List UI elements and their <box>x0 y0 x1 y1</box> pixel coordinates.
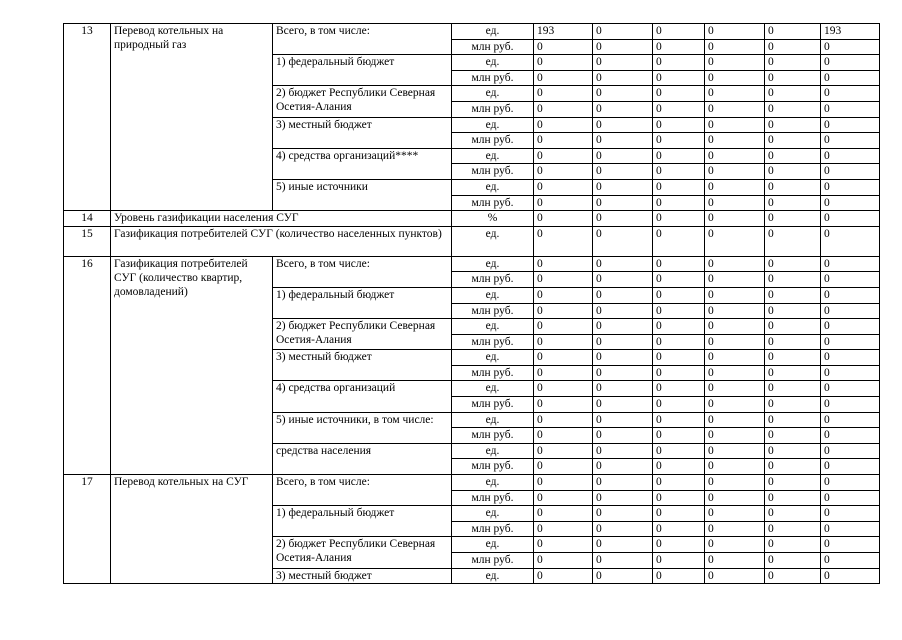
funding-source: 3) местный бюджет <box>273 568 452 584</box>
value-cell: 0 <box>534 537 593 553</box>
unit: млн руб. <box>452 70 534 86</box>
value-cell: 0 <box>821 521 880 537</box>
value-cell: 0 <box>593 24 653 40</box>
value-cell: 0 <box>765 256 821 272</box>
value-cell: 0 <box>593 381 653 397</box>
value-cell: 0 <box>821 179 880 195</box>
value-cell: 0 <box>765 521 821 537</box>
indicator-name: Перевод котельных на природный газ <box>111 24 273 211</box>
value-cell: 0 <box>821 86 880 102</box>
value-cell: 0 <box>653 70 705 86</box>
value-cell: 0 <box>593 272 653 288</box>
value-cell: 0 <box>765 459 821 475</box>
funding-source: 4) средства организаций**** <box>273 148 452 179</box>
value-cell: 0 <box>765 568 821 584</box>
value-cell: 0 <box>593 459 653 475</box>
value-cell: 0 <box>534 490 593 506</box>
value-cell: 0 <box>765 397 821 413</box>
value-cell: 0 <box>821 39 880 55</box>
unit: ед. <box>452 475 534 491</box>
funding-source: 1) федеральный бюджет <box>273 287 452 318</box>
value-cell: 0 <box>593 475 653 491</box>
funding-source: средства населения <box>273 443 452 474</box>
value-cell: 0 <box>765 537 821 553</box>
funding-source: Всего, в том числе: <box>273 24 452 55</box>
value-cell: 0 <box>821 428 880 444</box>
unit: млн руб. <box>452 101 534 117</box>
value-cell: 0 <box>653 303 705 319</box>
value-cell: 0 <box>593 350 653 366</box>
value-cell: 0 <box>821 443 880 459</box>
value-cell: 0 <box>705 101 765 117</box>
value-cell: 0 <box>705 412 765 428</box>
value-cell: 0 <box>653 475 705 491</box>
value-cell: 0 <box>821 70 880 86</box>
unit: ед. <box>452 568 534 584</box>
value-cell: 0 <box>653 506 705 522</box>
value-cell: 0 <box>534 475 593 491</box>
value-cell: 0 <box>765 381 821 397</box>
unit: млн руб. <box>452 39 534 55</box>
value-cell: 0 <box>653 443 705 459</box>
value-cell: 0 <box>765 303 821 319</box>
value-cell: 0 <box>653 365 705 381</box>
value-cell: 0 <box>765 164 821 180</box>
value-cell: 0 <box>821 506 880 522</box>
value-cell: 0 <box>593 537 653 553</box>
value-cell: 0 <box>705 381 765 397</box>
value-cell: 0 <box>653 195 705 211</box>
value-cell: 0 <box>534 272 593 288</box>
value-cell: 0 <box>534 568 593 584</box>
value-cell: 0 <box>653 256 705 272</box>
value-cell: 0 <box>534 256 593 272</box>
value-cell: 0 <box>534 148 593 164</box>
value-cell: 0 <box>705 148 765 164</box>
value-cell: 0 <box>705 365 765 381</box>
value-cell: 0 <box>653 24 705 40</box>
value-cell: 0 <box>765 443 821 459</box>
value-cell: 0 <box>705 287 765 303</box>
unit: % <box>452 211 534 227</box>
funding-source: 2) бюджет Республики Северная Осетия-Алания <box>273 86 452 117</box>
value-cell: 0 <box>653 226 705 256</box>
value-cell: 0 <box>534 443 593 459</box>
value-cell: 0 <box>593 521 653 537</box>
value-cell: 0 <box>705 475 765 491</box>
value-cell: 0 <box>765 70 821 86</box>
value-cell: 0 <box>593 412 653 428</box>
value-cell: 0 <box>705 39 765 55</box>
unit: млн руб. <box>452 459 534 475</box>
value-cell: 0 <box>765 475 821 491</box>
indicator-name: Газификация потребителей СУГ (количество населенных пунктов) <box>111 226 452 256</box>
unit: ед. <box>452 443 534 459</box>
value-cell: 0 <box>653 412 705 428</box>
value-cell: 0 <box>534 101 593 117</box>
value-cell: 0 <box>821 148 880 164</box>
unit: ед. <box>452 55 534 71</box>
value-cell: 0 <box>593 506 653 522</box>
value-cell: 0 <box>821 350 880 366</box>
value-cell: 0 <box>653 211 705 227</box>
value-cell: 0 <box>705 133 765 149</box>
table-body <box>64 24 880 584</box>
value-cell: 0 <box>705 568 765 584</box>
value-cell: 0 <box>821 568 880 584</box>
value-cell: 0 <box>765 506 821 522</box>
value-cell: 0 <box>653 490 705 506</box>
value-cell: 0 <box>821 117 880 133</box>
unit: млн руб. <box>452 365 534 381</box>
unit: ед. <box>452 256 534 272</box>
value-cell: 0 <box>593 256 653 272</box>
indicator-name: Перевод котельных на СУГ <box>111 475 273 584</box>
value-cell: 0 <box>593 55 653 71</box>
value-cell: 0 <box>765 195 821 211</box>
value-cell: 0 <box>705 179 765 195</box>
value-cell: 0 <box>534 334 593 350</box>
value-cell: 0 <box>765 412 821 428</box>
value-cell: 0 <box>534 133 593 149</box>
value-cell: 0 <box>593 39 653 55</box>
value-cell: 0 <box>593 211 653 227</box>
value-cell: 0 <box>705 256 765 272</box>
value-cell: 0 <box>705 226 765 256</box>
value-cell: 0 <box>593 148 653 164</box>
unit: млн руб. <box>452 521 534 537</box>
value-cell: 0 <box>653 86 705 102</box>
value-cell: 0 <box>653 101 705 117</box>
value-cell: 0 <box>821 381 880 397</box>
value-cell: 0 <box>534 521 593 537</box>
value-cell: 0 <box>821 133 880 149</box>
value-cell: 0 <box>593 164 653 180</box>
table-row <box>64 226 880 256</box>
value-cell: 0 <box>534 459 593 475</box>
value-cell: 0 <box>593 195 653 211</box>
value-cell: 0 <box>765 117 821 133</box>
value-cell: 0 <box>821 537 880 553</box>
value-cell: 0 <box>705 211 765 227</box>
unit: ед. <box>452 226 534 256</box>
value-cell: 0 <box>705 521 765 537</box>
value-cell: 0 <box>593 86 653 102</box>
table-row <box>64 24 880 40</box>
value-cell: 0 <box>534 287 593 303</box>
value-cell: 0 <box>653 179 705 195</box>
funding-source: 2) бюджет Республики Северная Осетия-Алания <box>273 319 452 350</box>
value-cell: 0 <box>705 506 765 522</box>
unit: ед. <box>452 319 534 335</box>
value-cell: 0 <box>765 334 821 350</box>
value-cell: 0 <box>534 397 593 413</box>
value-cell: 0 <box>534 381 593 397</box>
indicator-name: Газификация потребителей СУГ (количество квартир, домовладений) <box>111 256 273 474</box>
value-cell: 0 <box>765 287 821 303</box>
value-cell: 0 <box>593 490 653 506</box>
funding-source: 1) федеральный бюджет <box>273 55 452 86</box>
value-cell: 0 <box>705 334 765 350</box>
value-cell: 0 <box>653 428 705 444</box>
value-cell: 0 <box>534 412 593 428</box>
value-cell: 0 <box>593 397 653 413</box>
value-cell: 0 <box>653 39 705 55</box>
value-cell: 0 <box>705 86 765 102</box>
value-cell: 0 <box>593 443 653 459</box>
value-cell: 0 <box>534 117 593 133</box>
value-cell: 0 <box>653 521 705 537</box>
value-cell: 0 <box>534 55 593 71</box>
value-cell: 0 <box>765 55 821 71</box>
value-cell: 0 <box>821 303 880 319</box>
value-cell: 0 <box>534 428 593 444</box>
unit: млн руб. <box>452 164 534 180</box>
funding-source: Всего, в том числе: <box>273 475 452 506</box>
unit: млн руб. <box>452 272 534 288</box>
value-cell: 0 <box>765 365 821 381</box>
funding-source: 4) средства организаций <box>273 381 452 412</box>
value-cell: 0 <box>653 553 705 569</box>
value-cell: 0 <box>534 319 593 335</box>
value-cell: 0 <box>765 211 821 227</box>
value-cell: 0 <box>653 459 705 475</box>
value-cell: 0 <box>821 211 880 227</box>
unit: ед. <box>452 179 534 195</box>
row-number: 14 <box>64 211 111 227</box>
value-cell: 0 <box>821 101 880 117</box>
value-cell: 0 <box>705 537 765 553</box>
unit: млн руб. <box>452 490 534 506</box>
unit: млн руб. <box>452 133 534 149</box>
value-cell: 0 <box>821 459 880 475</box>
unit: млн руб. <box>452 428 534 444</box>
value-cell: 0 <box>765 148 821 164</box>
value-cell: 193 <box>821 24 880 40</box>
value-cell: 0 <box>534 350 593 366</box>
value-cell: 0 <box>705 459 765 475</box>
indicators-table <box>63 23 880 584</box>
value-cell: 0 <box>653 272 705 288</box>
value-cell: 0 <box>821 365 880 381</box>
unit: млн руб. <box>452 195 534 211</box>
value-cell: 0 <box>653 133 705 149</box>
value-cell: 0 <box>705 303 765 319</box>
value-cell: 0 <box>534 164 593 180</box>
funding-source: 1) федеральный бюджет <box>273 506 452 537</box>
value-cell: 0 <box>705 350 765 366</box>
funding-source: 2) бюджет Республики Северная Осетия-Алания <box>273 537 452 568</box>
value-cell: 0 <box>593 553 653 569</box>
value-cell: 0 <box>534 195 593 211</box>
value-cell: 0 <box>705 397 765 413</box>
value-cell: 0 <box>705 428 765 444</box>
value-cell: 0 <box>821 412 880 428</box>
table-row <box>64 475 880 491</box>
value-cell: 0 <box>765 428 821 444</box>
row-number: 13 <box>64 24 111 211</box>
value-cell: 0 <box>765 272 821 288</box>
value-cell: 0 <box>705 164 765 180</box>
value-cell: 0 <box>705 490 765 506</box>
row-number: 16 <box>64 256 111 474</box>
value-cell: 0 <box>705 443 765 459</box>
value-cell: 0 <box>593 303 653 319</box>
value-cell: 0 <box>653 397 705 413</box>
value-cell: 0 <box>534 211 593 227</box>
value-cell: 0 <box>705 272 765 288</box>
unit: ед. <box>452 381 534 397</box>
value-cell: 0 <box>765 179 821 195</box>
value-cell: 0 <box>534 553 593 569</box>
value-cell: 0 <box>765 133 821 149</box>
unit: млн руб. <box>452 397 534 413</box>
funding-source: 3) местный бюджет <box>273 117 452 148</box>
value-cell: 0 <box>653 381 705 397</box>
table-row <box>64 256 880 272</box>
value-cell: 0 <box>593 179 653 195</box>
value-cell: 0 <box>765 24 821 40</box>
value-cell: 0 <box>705 553 765 569</box>
value-cell: 0 <box>821 490 880 506</box>
value-cell: 0 <box>653 537 705 553</box>
value-cell: 0 <box>821 164 880 180</box>
row-number: 17 <box>64 475 111 584</box>
value-cell: 0 <box>821 272 880 288</box>
value-cell: 0 <box>821 55 880 71</box>
value-cell: 0 <box>653 334 705 350</box>
value-cell: 0 <box>821 475 880 491</box>
value-cell: 0 <box>534 365 593 381</box>
unit: ед. <box>452 86 534 102</box>
unit: ед. <box>452 117 534 133</box>
value-cell: 0 <box>765 226 821 256</box>
unit: ед. <box>452 148 534 164</box>
value-cell: 0 <box>653 148 705 164</box>
value-cell: 0 <box>765 490 821 506</box>
unit: ед. <box>452 537 534 553</box>
value-cell: 0 <box>653 568 705 584</box>
value-cell: 0 <box>821 226 880 256</box>
value-cell: 0 <box>593 226 653 256</box>
value-cell: 0 <box>705 319 765 335</box>
value-cell: 0 <box>765 39 821 55</box>
funding-source: 5) иные источники, в том числе: <box>273 412 452 443</box>
unit: млн руб. <box>452 553 534 569</box>
value-cell: 0 <box>534 179 593 195</box>
unit: млн руб. <box>452 334 534 350</box>
funding-source: 5) иные источники <box>273 179 452 210</box>
unit: ед. <box>452 24 534 40</box>
value-cell: 0 <box>593 428 653 444</box>
unit: млн руб. <box>452 303 534 319</box>
value-cell: 0 <box>653 164 705 180</box>
funding-source: 3) местный бюджет <box>273 350 452 381</box>
value-cell: 0 <box>534 226 593 256</box>
value-cell: 0 <box>765 553 821 569</box>
value-cell: 0 <box>653 319 705 335</box>
value-cell: 0 <box>705 117 765 133</box>
value-cell: 0 <box>821 319 880 335</box>
funding-source: Всего, в том числе: <box>273 256 452 287</box>
unit: ед. <box>452 350 534 366</box>
value-cell: 0 <box>653 287 705 303</box>
value-cell: 0 <box>593 287 653 303</box>
value-cell: 0 <box>593 334 653 350</box>
value-cell: 0 <box>821 287 880 303</box>
unit: ед. <box>452 506 534 522</box>
value-cell: 0 <box>593 568 653 584</box>
value-cell: 0 <box>821 334 880 350</box>
value-cell: 0 <box>534 39 593 55</box>
value-cell: 0 <box>593 365 653 381</box>
value-cell: 0 <box>593 101 653 117</box>
value-cell: 0 <box>653 55 705 71</box>
value-cell: 0 <box>765 319 821 335</box>
value-cell: 0 <box>653 117 705 133</box>
unit: ед. <box>452 412 534 428</box>
value-cell: 0 <box>705 70 765 86</box>
unit: ед. <box>452 287 534 303</box>
indicator-name: Уровень газификации населения СУГ <box>111 211 452 227</box>
value-cell: 0 <box>765 350 821 366</box>
value-cell: 0 <box>705 24 765 40</box>
value-cell: 0 <box>593 117 653 133</box>
table-row <box>64 211 880 227</box>
value-cell: 193 <box>534 24 593 40</box>
value-cell: 0 <box>534 506 593 522</box>
value-cell: 0 <box>705 55 765 71</box>
value-cell: 0 <box>534 86 593 102</box>
value-cell: 0 <box>653 350 705 366</box>
value-cell: 0 <box>593 319 653 335</box>
value-cell: 0 <box>765 86 821 102</box>
value-cell: 0 <box>534 303 593 319</box>
value-cell: 0 <box>821 195 880 211</box>
value-cell: 0 <box>534 70 593 86</box>
value-cell: 0 <box>821 553 880 569</box>
value-cell: 0 <box>705 195 765 211</box>
value-cell: 0 <box>593 133 653 149</box>
value-cell: 0 <box>593 70 653 86</box>
row-number: 15 <box>64 226 111 256</box>
value-cell: 0 <box>821 256 880 272</box>
value-cell: 0 <box>765 101 821 117</box>
value-cell: 0 <box>821 397 880 413</box>
